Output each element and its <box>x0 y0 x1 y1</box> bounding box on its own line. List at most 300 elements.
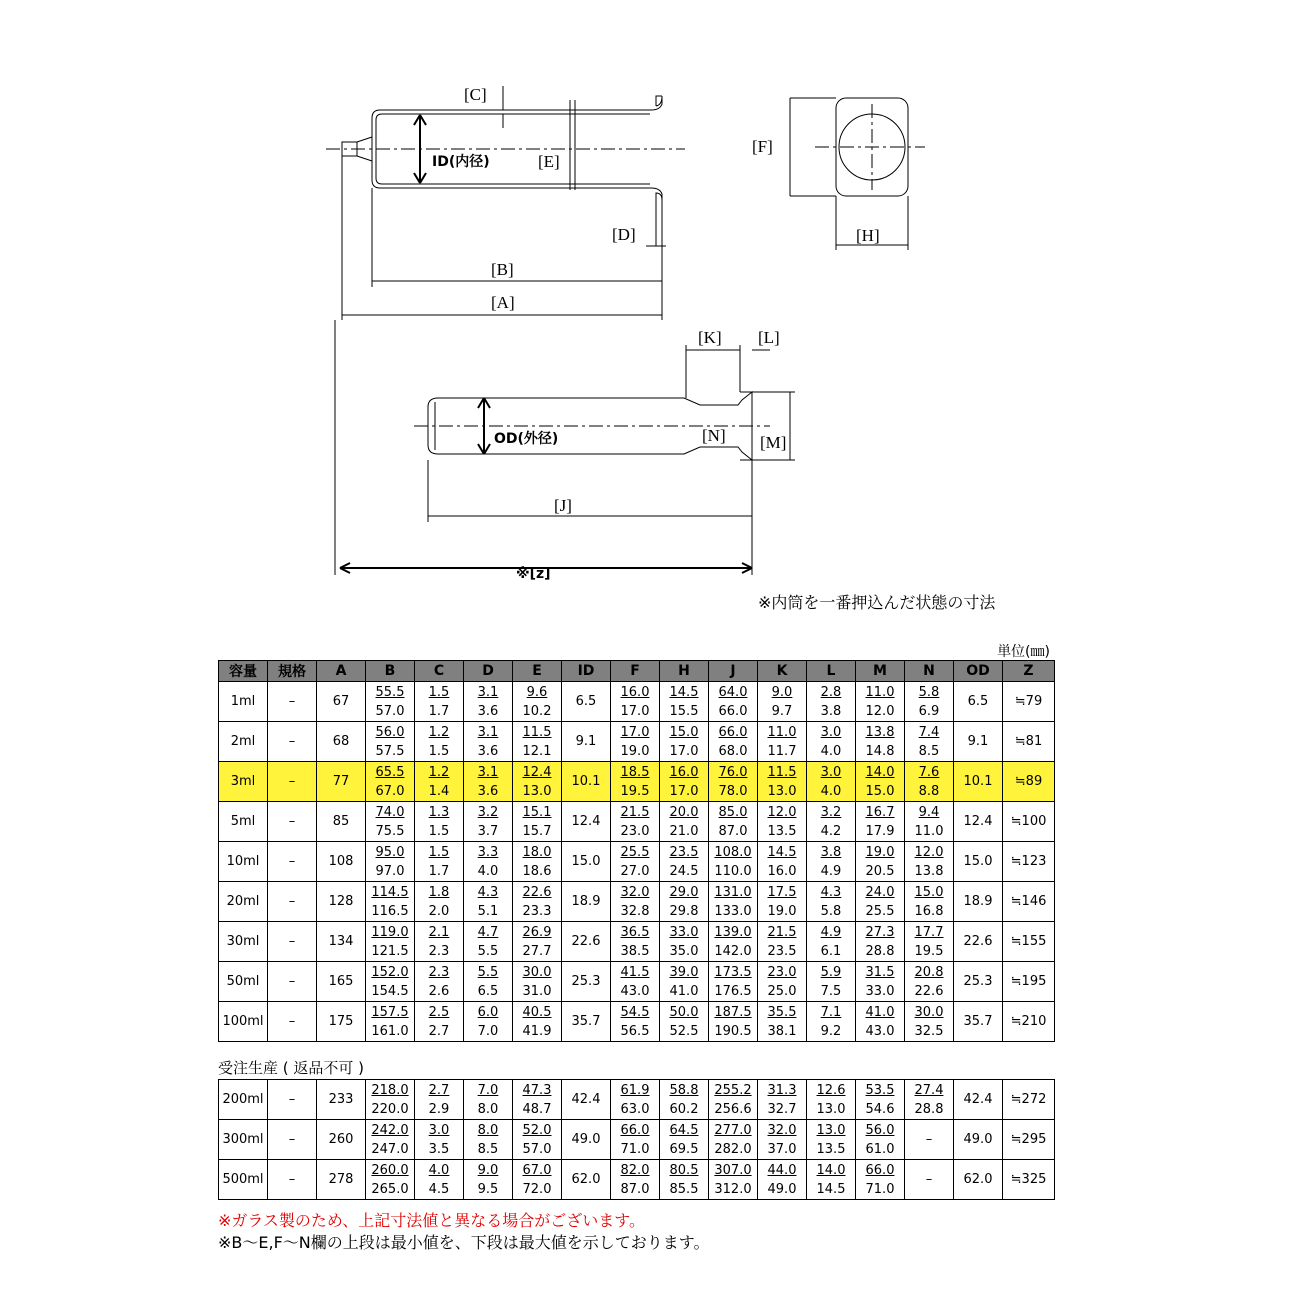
min-value: 17.7 <box>914 924 944 940</box>
table-cell <box>513 802 562 842</box>
table-cell <box>415 722 464 762</box>
table-cell <box>709 922 758 962</box>
column-header: C <box>415 661 464 682</box>
max-value: 5.8 <box>820 903 842 919</box>
column-header: L <box>807 661 856 682</box>
table-cell: 6.5 <box>954 682 1003 722</box>
table-cell <box>709 1160 758 1200</box>
label-b: [B] <box>491 260 514 279</box>
table-cell: 62.0 <box>954 1160 1003 1200</box>
table-cell <box>513 682 562 722</box>
max-value: 176.5 <box>714 983 752 999</box>
min-value: 56.0 <box>375 724 405 740</box>
max-value: 2.9 <box>428 1101 450 1117</box>
max-value: 9.7 <box>771 703 793 719</box>
min-value: 64.0 <box>718 684 748 700</box>
table-cell: 12.4 <box>954 802 1003 842</box>
table-cell <box>513 882 562 922</box>
max-value: 4.0 <box>477 863 499 879</box>
table-cell <box>513 1002 562 1042</box>
min-value: 1.5 <box>428 844 450 860</box>
min-value: 157.5 <box>371 1004 409 1020</box>
table-cell <box>660 842 709 882</box>
table-cell <box>415 762 464 802</box>
table-cell <box>758 842 807 882</box>
max-value: 22.6 <box>914 983 944 999</box>
table-cell: 128 <box>317 882 366 922</box>
table-cell: 15.0 <box>562 842 611 882</box>
table-cell: 5ml <box>219 802 268 842</box>
max-value: 27.0 <box>620 863 650 879</box>
min-value: 3.1 <box>477 764 499 780</box>
max-value: 265.0 <box>371 1181 409 1197</box>
table-cell <box>415 842 464 882</box>
table-cell <box>513 922 562 962</box>
table-cell <box>611 802 660 842</box>
table-cell <box>709 762 758 802</box>
max-value: 71.0 <box>620 1141 650 1157</box>
max-value: 8.5 <box>918 743 940 759</box>
max-value: 11.0 <box>914 823 944 839</box>
table-cell: 10ml <box>219 842 268 882</box>
table-cell <box>513 1120 562 1160</box>
min-value: 7.1 <box>820 1004 842 1020</box>
table-cell <box>660 1160 709 1200</box>
max-value: 60.2 <box>669 1101 699 1117</box>
min-value: 54.5 <box>620 1004 650 1020</box>
max-value: 56.5 <box>620 1023 650 1039</box>
min-value: 8.0 <box>477 1122 499 1138</box>
min-value: 114.5 <box>371 884 409 900</box>
max-value: 6.1 <box>820 943 842 959</box>
syringe-diagram <box>0 0 1290 630</box>
max-value: 11.7 <box>767 743 797 759</box>
min-value: 11.5 <box>767 764 797 780</box>
table-cell <box>366 1002 415 1042</box>
table-cell <box>758 962 807 1002</box>
table-cell <box>856 1120 905 1160</box>
min-value: 31.5 <box>865 964 895 980</box>
max-value: 6.5 <box>477 983 499 999</box>
table-cell <box>464 722 513 762</box>
min-value: 20.0 <box>669 804 699 820</box>
table-cell <box>366 762 415 802</box>
table-cell <box>611 722 660 762</box>
order-label: 受注生産 ( 返品不可 ) <box>218 1059 365 1077</box>
table-cell: – <box>268 842 317 882</box>
max-value: 21.0 <box>669 823 699 839</box>
table-cell <box>366 1160 415 1200</box>
min-value: 3.1 <box>477 724 499 740</box>
label-j: [J] <box>554 496 572 515</box>
column-header: B <box>366 661 415 682</box>
column-header: ID <box>562 661 611 682</box>
table-cell <box>366 842 415 882</box>
label-z: ※[z] <box>516 566 551 582</box>
table-cell: 35.7 <box>562 1002 611 1042</box>
table-cell <box>366 1080 415 1120</box>
table-cell: – <box>268 722 317 762</box>
max-value: 38.5 <box>620 943 650 959</box>
max-value: 1.5 <box>428 743 450 759</box>
table-cell <box>807 1002 856 1042</box>
table-cell <box>611 1160 660 1200</box>
column-header: Z <box>1003 661 1055 682</box>
min-value: 6.0 <box>477 1004 499 1020</box>
min-value: 1.3 <box>428 804 450 820</box>
table-cell <box>611 1080 660 1120</box>
table-cell <box>905 1002 954 1042</box>
column-header: 容量 <box>219 661 268 682</box>
table-cell: 22.6 <box>562 922 611 962</box>
min-value: 44.0 <box>767 1162 797 1178</box>
min-value: 66.0 <box>620 1122 650 1138</box>
table-cell: – <box>268 682 317 722</box>
table-cell: 67 <box>317 682 366 722</box>
min-value: 14.0 <box>865 764 895 780</box>
table-cell: – <box>268 1080 317 1120</box>
table-cell <box>905 882 954 922</box>
min-value: 3.3 <box>477 844 499 860</box>
max-value: 247.0 <box>371 1141 409 1157</box>
max-value: 9.2 <box>820 1023 842 1039</box>
min-value: 23.0 <box>767 964 797 980</box>
table-cell <box>611 1002 660 1042</box>
max-value: 1.7 <box>428 703 450 719</box>
label-e: [E] <box>538 152 560 171</box>
min-value: 36.5 <box>620 924 650 940</box>
table-cell: 20ml <box>219 882 268 922</box>
max-value: 116.5 <box>371 903 409 919</box>
max-value: 10.2 <box>522 703 552 719</box>
max-value: 5.1 <box>477 903 499 919</box>
table-cell <box>709 682 758 722</box>
min-value: 14.5 <box>669 684 699 700</box>
min-value: 23.5 <box>669 844 699 860</box>
max-value: 67.0 <box>375 783 405 799</box>
max-value: 3.5 <box>428 1141 450 1157</box>
table-cell <box>856 1160 905 1200</box>
min-value: 14.0 <box>816 1162 846 1178</box>
table-cell: 9.1 <box>954 722 1003 762</box>
min-value: 242.0 <box>371 1122 409 1138</box>
max-value: 29.8 <box>669 903 699 919</box>
min-value: 9.4 <box>918 804 940 820</box>
table-cell: 2ml <box>219 722 268 762</box>
table-cell <box>366 682 415 722</box>
max-value: 87.0 <box>620 1181 650 1197</box>
table-cell <box>464 1002 513 1042</box>
table-row <box>219 1120 1055 1160</box>
max-value: 8.5 <box>477 1141 499 1157</box>
table-cell <box>464 762 513 802</box>
max-value: 24.5 <box>669 863 699 879</box>
max-value: 3.6 <box>477 703 499 719</box>
min-value: 85.0 <box>718 804 748 820</box>
min-value: 131.0 <box>714 884 752 900</box>
max-value: 41.9 <box>522 1023 552 1039</box>
min-value: 58.8 <box>669 1082 699 1098</box>
footnote: ※B～E,F～N欄の上段は最小値を、下段は最大値を示しております。 <box>218 1233 710 1252</box>
max-value: 19.0 <box>767 903 797 919</box>
table-cell <box>709 962 758 1002</box>
min-value: 4.9 <box>820 924 842 940</box>
table-cell <box>758 1160 807 1200</box>
table-cell <box>660 922 709 962</box>
table-cell <box>758 722 807 762</box>
table-cell <box>758 882 807 922</box>
min-value: 39.0 <box>669 964 699 980</box>
table-cell <box>758 1080 807 1120</box>
table-cell <box>415 962 464 1002</box>
max-value: 49.0 <box>767 1181 797 1197</box>
min-value: 3.2 <box>477 804 499 820</box>
table-cell <box>660 1080 709 1120</box>
min-value: 7.0 <box>477 1082 499 1098</box>
table-cell <box>758 1002 807 1042</box>
max-value: 282.0 <box>714 1141 752 1157</box>
min-value: 13.8 <box>865 724 895 740</box>
max-value: 14.8 <box>865 743 895 759</box>
min-value: 22.6 <box>522 884 552 900</box>
max-value: 121.5 <box>371 943 409 959</box>
min-value: 119.0 <box>371 924 409 940</box>
table-cell: 500ml <box>219 1160 268 1200</box>
max-value: 15.5 <box>669 703 699 719</box>
min-value: 277.0 <box>714 1122 752 1138</box>
max-value: 32.7 <box>767 1101 797 1117</box>
max-value: 15.7 <box>522 823 552 839</box>
table-cell <box>807 762 856 802</box>
table-cell: – <box>268 1120 317 1160</box>
min-value: 7.6 <box>918 764 940 780</box>
column-header: D <box>464 661 513 682</box>
label-f: [F] <box>752 137 773 156</box>
min-value: 307.0 <box>714 1162 752 1178</box>
table-cell <box>611 762 660 802</box>
table-cell <box>415 802 464 842</box>
min-value: 2.7 <box>428 1082 450 1098</box>
max-value: 37.0 <box>767 1141 797 1157</box>
table-cell: ≒210 <box>1003 1002 1055 1042</box>
table-cell <box>709 802 758 842</box>
table-cell: 25.3 <box>562 962 611 1002</box>
table-row <box>219 962 1055 1002</box>
max-value: 28.8 <box>914 1101 944 1117</box>
table-cell <box>415 1120 464 1160</box>
max-value: 15.0 <box>865 783 895 799</box>
max-value: 25.5 <box>865 903 895 919</box>
max-value: 6.9 <box>918 703 940 719</box>
max-value: 2.3 <box>428 943 450 959</box>
table-cell: ≒79 <box>1003 682 1055 722</box>
table-cell: 278 <box>317 1160 366 1200</box>
min-value: 95.0 <box>375 844 405 860</box>
max-value: 12.0 <box>865 703 895 719</box>
min-value: 64.5 <box>669 1122 699 1138</box>
max-value: 75.5 <box>375 823 405 839</box>
min-value: 16.7 <box>865 804 895 820</box>
table-cell <box>856 762 905 802</box>
max-value: 220.0 <box>371 1101 409 1117</box>
min-value: 5.5 <box>477 964 499 980</box>
min-value: 3.1 <box>477 684 499 700</box>
max-value: 38.1 <box>767 1023 797 1039</box>
table-cell <box>415 1002 464 1042</box>
table-cell <box>905 842 954 882</box>
min-value: 30.0 <box>914 1004 944 1020</box>
spec-table <box>218 660 1055 1042</box>
min-value: 12.0 <box>767 804 797 820</box>
table-cell: 175 <box>317 1002 366 1042</box>
max-value: 19.5 <box>620 783 650 799</box>
table-cell: ≒123 <box>1003 842 1055 882</box>
max-value: 13.5 <box>816 1141 846 1157</box>
max-value: 71.0 <box>865 1181 895 1197</box>
table-cell <box>807 802 856 842</box>
max-value: 256.6 <box>714 1101 752 1117</box>
min-value: 13.0 <box>816 1122 846 1138</box>
max-value: 2.6 <box>428 983 450 999</box>
min-value: 27.4 <box>914 1082 944 1098</box>
max-value: 3.6 <box>477 743 499 759</box>
min-value: 15.0 <box>914 884 944 900</box>
min-value: 7.4 <box>918 724 940 740</box>
min-value: 27.3 <box>865 924 895 940</box>
min-value: 21.5 <box>767 924 797 940</box>
min-value: 53.5 <box>865 1082 895 1098</box>
table-cell: 134 <box>317 922 366 962</box>
max-value: 13.5 <box>767 823 797 839</box>
table-cell <box>611 962 660 1002</box>
table-cell: 15.0 <box>954 842 1003 882</box>
min-value: 3.0 <box>428 1122 450 1138</box>
min-value: 76.0 <box>718 764 748 780</box>
min-value: 29.0 <box>669 884 699 900</box>
min-value: 5.9 <box>820 964 842 980</box>
table-cell <box>709 722 758 762</box>
table-cell <box>807 722 856 762</box>
column-header: 規格 <box>268 661 317 682</box>
min-value: 5.8 <box>918 684 940 700</box>
table-cell <box>807 962 856 1002</box>
min-value: 55.5 <box>375 684 405 700</box>
table-cell: – <box>268 1160 317 1200</box>
table-cell <box>415 682 464 722</box>
label-d: [D] <box>612 225 636 244</box>
table-cell <box>366 882 415 922</box>
max-value: 7.0 <box>477 1023 499 1039</box>
table-cell: 25.3 <box>954 962 1003 1002</box>
min-value: 35.5 <box>767 1004 797 1020</box>
max-value: 7.5 <box>820 983 842 999</box>
table-cell <box>709 842 758 882</box>
min-value: 9.0 <box>477 1162 499 1178</box>
table-cell: 260 <box>317 1120 366 1160</box>
max-value: 28.8 <box>865 943 895 959</box>
max-value: 190.5 <box>714 1023 752 1039</box>
table-cell: – <box>268 922 317 962</box>
max-value: 19.0 <box>620 743 650 759</box>
min-value: 66.0 <box>865 1162 895 1178</box>
max-value: 57.0 <box>375 703 405 719</box>
min-value: 12.4 <box>522 764 552 780</box>
table-cell: 6.5 <box>562 682 611 722</box>
table-cell <box>513 1080 562 1120</box>
max-value: 133.0 <box>714 903 752 919</box>
max-value: 142.0 <box>714 943 752 959</box>
min-value: 2.5 <box>428 1004 450 1020</box>
table-cell <box>611 922 660 962</box>
max-value: 13.0 <box>522 783 552 799</box>
min-value: 152.0 <box>371 964 409 980</box>
min-value: 108.0 <box>714 844 752 860</box>
max-value: 32.5 <box>914 1023 944 1039</box>
table-cell: ≒81 <box>1003 722 1055 762</box>
min-value: 17.5 <box>767 884 797 900</box>
max-value: 43.0 <box>865 1023 895 1039</box>
table-cell <box>464 1120 513 1160</box>
table-cell: ≒100 <box>1003 802 1055 842</box>
max-value: 161.0 <box>371 1023 409 1039</box>
table-cell: 42.4 <box>562 1080 611 1120</box>
table-cell: – <box>268 962 317 1002</box>
table-cell <box>464 682 513 722</box>
max-value: 4.0 <box>820 743 842 759</box>
table-cell <box>366 802 415 842</box>
max-value: 66.0 <box>718 703 748 719</box>
table-cell: – <box>268 802 317 842</box>
min-value: 50.0 <box>669 1004 699 1020</box>
max-value: 16.8 <box>914 903 944 919</box>
table-cell <box>660 962 709 1002</box>
max-value: 9.5 <box>477 1181 499 1197</box>
min-value: 9.6 <box>526 684 548 700</box>
min-value: 52.0 <box>522 1122 552 1138</box>
table-cell <box>611 682 660 722</box>
table-cell <box>856 802 905 842</box>
min-value: 12.0 <box>914 844 944 860</box>
min-value: 61.9 <box>620 1082 650 1098</box>
table-row <box>219 722 1055 762</box>
min-value: 31.3 <box>767 1082 797 1098</box>
max-value: 57.5 <box>375 743 405 759</box>
table-row <box>219 762 1055 802</box>
table-row <box>219 882 1055 922</box>
min-value: 3.2 <box>820 804 842 820</box>
table-cell <box>513 722 562 762</box>
max-value: 78.0 <box>718 783 748 799</box>
table-cell <box>856 1002 905 1042</box>
max-value: 19.5 <box>914 943 944 959</box>
min-value: 65.5 <box>375 764 405 780</box>
table-cell: – <box>268 762 317 802</box>
table-cell: 18.9 <box>954 882 1003 922</box>
table-cell <box>660 882 709 922</box>
min-value: 80.5 <box>669 1162 699 1178</box>
min-value: 17.0 <box>620 724 650 740</box>
max-value: 3.6 <box>477 783 499 799</box>
max-value: 31.0 <box>522 983 552 999</box>
max-value: 57.0 <box>522 1141 552 1157</box>
table-cell: 62.0 <box>562 1160 611 1200</box>
table-cell <box>513 1160 562 1200</box>
table-cell <box>660 1002 709 1042</box>
table-cell <box>856 1080 905 1120</box>
table-cell: 1ml <box>219 682 268 722</box>
table-cell <box>660 802 709 842</box>
table-cell <box>905 682 954 722</box>
